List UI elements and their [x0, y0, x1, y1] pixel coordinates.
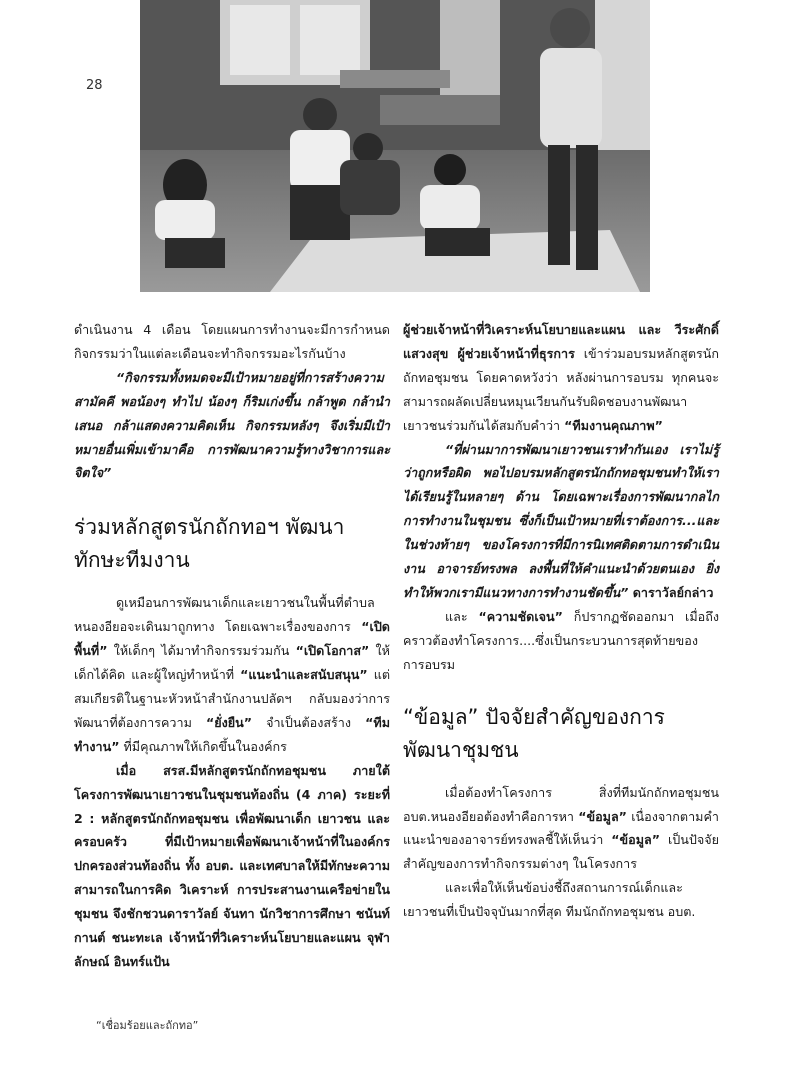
right-column [403, 318, 719, 924]
left-paragraph-1: ดำเนินงาน 4 เดือน โดยแผนการทำงานจะมีการกำหนดกิจกรรมว่าในแต่ละเดือนจะทำกิจกรรมอะไรกันบ้าง [74, 322, 390, 361]
workshop-photo [140, 0, 650, 292]
footer-caption: “เชื่อมร้อยและถักทอ” [96, 1019, 199, 1032]
right-paragraph-4: เมื่อต้องทำโครงการ สิ่งที่ทีมนักถักทอชุมชน อบต.หนองอียอต้องทำคือการหา “ข้อมูล” เนื่องจากตามคำแนะนำของอาจารย์ทรงพลชี้ให้เห็นว่า “ข้อมูล” เป็นปัจจัยสำคัญของการทำกิจกรรมต่างๆ ในโครงการ [403, 784, 719, 872]
left-paragraph-3: ดูเหมือนการพัฒนาเด็กและเยาวชนในพื้นที่ตำบลหนองอียอจะเดินมาถูกทาง โดยเฉพาะเรื่องของการ “เปิดพื้นที่” ให้เด็กๆ ได้มาทำกิจกรรมร่วมกัน “เปิดโอกาส” ให้เด็กได้คิด และผู้ใหญ่ทำหน้าที่ “แนะนำและสนับสนุน” แต่สมเกียรติในฐานะหัวหน้าสำนักงานปลัดฯ กลับมองว่าการพัฒนาที่ต้องการความ “ยั่งยืน” จำเป็นต้องสร้าง “ทีมทำงาน” ที่มีคุณภาพให้เกิดขึ้นในองค์กร [74, 595, 390, 754]
right-quote: “ที่ผ่านมาการพัฒนาเยาวชนเราทำกันเอง เราไม่รู้ว่าถูกหรือผิด พอไปอบรมหลักสูตรนักถักทอชุมชนทำให้เราได้เรียนรู้ในหลายๆ ด้าน โดยเฉพาะเรื่องการพัฒนากลไกการทำงานในชุมชน ซึ่งก็เป็นเป้าหมายที่เราต้องการ...และในช่วงท้ายๆ ของโครงการที่มีการนิเทศติดตามการดำเนินงาน อาจารย์ทรงพล ลงพื้นที่ให้คำแนะนำด้วยตนเอง ยิ่งทำให้พวกเรามีแนวทางการทำงานชัดขึ้น” ดาราวัลย์กล่าว [403, 441, 719, 600]
page-number: 28 [86, 78, 103, 93]
left-quote: “กิจกรรมทั้งหมดจะมีเป้าหมายอยู่ที่การสร้างความสามัคคี พอน้องๆ ทำไป น้องๆ ก็ริมเก่งขึ้น กล้าพูด กล้านำเสนอ กล้าแสดงความคิดเห็น กิจกรรมหลังๆ จึงเริ่มมีเป้าหมายอื่นเพิ่มเข้ามาคือ การพัฒนาความรู้ทางวิชาการและจิตใจ” [74, 369, 390, 481]
right-paragraph-1: ผู้ช่วยเจ้าหน้าที่วิเคราะห์นโยบายและแผน และ วีระศักดิ์ แสวงสุข ผู้ช่วยเจ้าหน้าที่ธุรการ เข้าร่วมอบรมหลักสูตรนักถักทอชุมชน โดยคาดหวังว่า หลังผ่านการอบรม ทุกคนจะสามารถผลัดเปลี่ยนหมุนเวียนกันรับผิดชอบงานพัฒนาเยาวชนร่วมกันได้สมกับคำว่า “ทีมงานคุณภาพ” [403, 322, 719, 433]
right-paragraph-5: และเพื่อให้เห็นข้อบ่งชี้ถึงสถานการณ์เด็กและเยาวชนที่เป็นปัจจุบันมากที่สุด ทีมนักถักทอชุมชน อบต. [403, 880, 696, 920]
left-paragraph-4: เมื่อ สรส.มีหลักสูตรนักถักทอชุมชน ภายใต้โครงการพัฒนาเยาวชนในชุมชนท้องถิ่น (4 ภาค) ระยะที่ 2 : หลักสูตรนักถักทอชุมชน เพื่อพัฒนาเด็ก เยาวชน และครอบครัว ที่มีเป้าหมายเพื่อพัฒนาเจ้าหน้าที่ในองค์กรปกครองส่วนท้องถิ่น ทั้ง อบต. และเทศบาลให้มีทักษะความสามารถในการคิด วิเคราะห์ การประสานงานเครือข่ายในชุมชน จึงชักชวนดาราวัลย์ จันทา นักวิชาการศึกษา ชนันท์กานต์ ชนะทะเล เจ้าหน้าที่วิเคราะห์นโยบายและแผน จุฬาลักษณ์ อินทร์แป้น [74, 762, 390, 969]
left-column [74, 318, 390, 974]
section-heading-data: “ข้อมูล” ปัจจัยสำคัญของการพัฒนาชุมชน [403, 704, 665, 762]
right-paragraph-3: และ “ความชัดเจน” ก็ปรากฏชัดออกมา เมื่อถึงคราวต้องทำโครงการ....ซึ่งเป็นกระบวนการสุดท้ายของการอบรม [403, 608, 719, 672]
section-heading-team: ร่วมหลักสูตรนักถักทอฯ พัฒนาทักษะทีมงาน [74, 515, 345, 573]
